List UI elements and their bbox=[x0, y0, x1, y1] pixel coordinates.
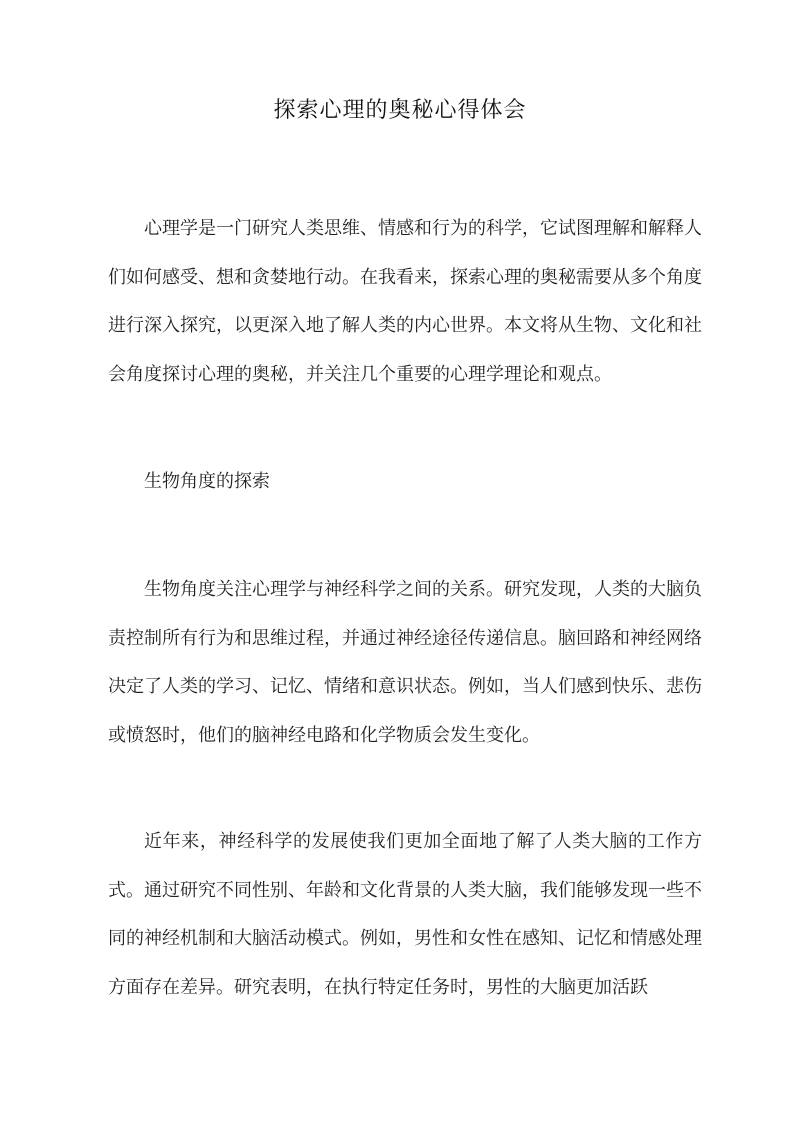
section-heading-biology: 生物角度的探索 bbox=[144, 471, 270, 492]
paragraph-intro: 心理学是一门研究人类思维、情感和行为的科学，它试图理解和解释人们如何感受、想和贪婪地行动。在我看来，探索心理的奥秘需要从多个角度进行深入探究，以更深入地了解人类的内心世界。本文将从生物、文化和社会角度探讨心理的奥秘，并关注几个重要的心理学理论和观点。 bbox=[108, 218, 702, 385]
document-title: 探索心理的奥秘心得体会 bbox=[273, 98, 527, 123]
paragraph-biology-2: 近年来，神经科学的发展使我们更加全面地了解了人类大脑的工作方式。通过研究不同性别、年龄和文化背景的人类大脑，我们能够发现一些不同的神经机制和大脑活动模式。例如，男性和女性在感知、记忆和情感处理方面存在差异。研究表明，在执行特定任务时，男性的大脑更加活跃 bbox=[108, 831, 702, 998]
paragraph-biology-1: 生物角度关注心理学与神经科学之间的关系。研究发现，人类的大脑负责控制所有行为和思维过程，并通过神经途径传递信息。脑回路和神经网络决定了人类的学习、记忆、情绪和意识状态。例如，当人们感到快乐、悲伤或愤怒时，他们的脑神经电路和化学物质会发生变化。 bbox=[108, 579, 702, 746]
